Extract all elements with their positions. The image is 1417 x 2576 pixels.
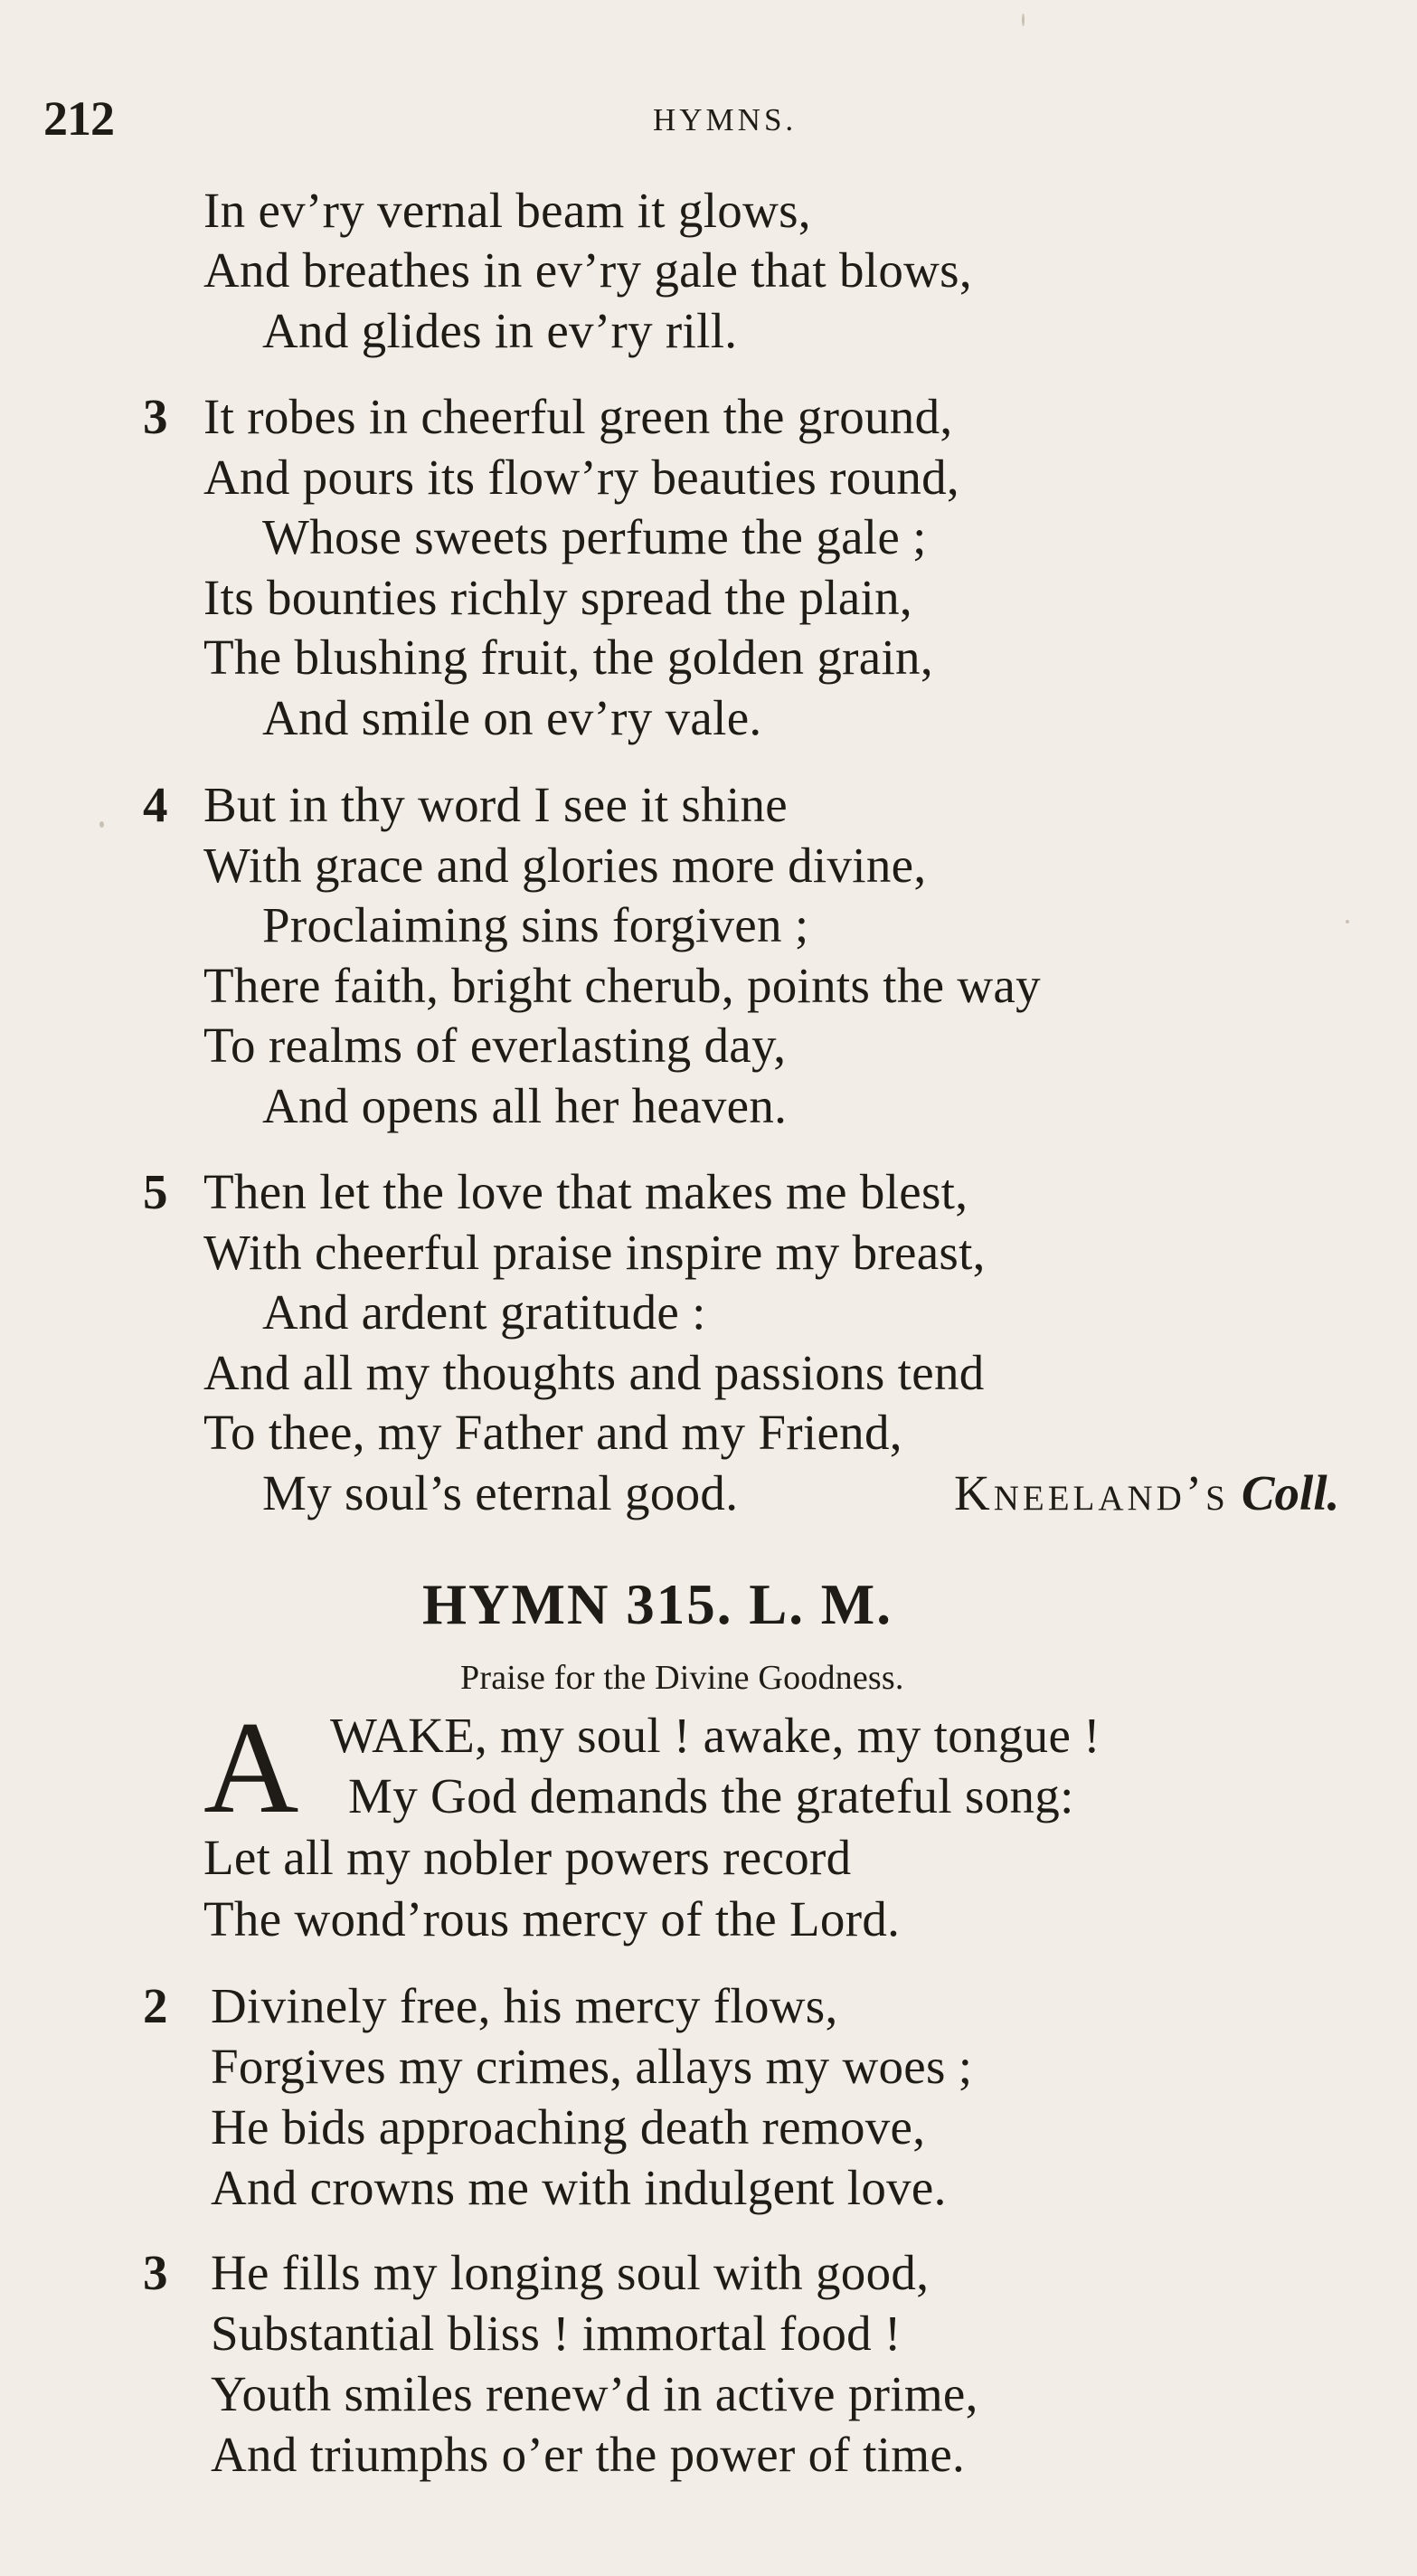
stanza-number: 5	[143, 1164, 168, 1219]
verse-line: There faith, bright cherub, points the way	[203, 958, 1041, 1013]
verse-line: WAKE, my soul ! awake, my tongue !	[330, 1708, 1101, 1763]
running-title: HYMNS.	[653, 102, 798, 137]
page-number: 212	[43, 91, 114, 146]
verse-line: The blushing fruit, the golden grain,	[203, 630, 933, 685]
verse-line: Let all my nobler powers record	[203, 1830, 852, 1885]
hymn-subtitle: Praise for the Divine Goodness.	[460, 1659, 904, 1697]
paper-speck	[1022, 14, 1025, 26]
drop-cap: A	[203, 1694, 299, 1841]
attribution-name: Kneeland’s	[954, 1465, 1229, 1520]
attribution-source: Coll.	[1241, 1465, 1340, 1520]
verse-line: And glides in ev’ry rill.	[262, 303, 738, 358]
paper-speck	[99, 821, 104, 828]
verse-line: Whose sweets perfume the gale ;	[262, 509, 927, 564]
verse-line: And ardent gratitude :	[262, 1284, 706, 1340]
verse-line: And pours its flow’ry beauties round,	[203, 450, 959, 505]
verse-line: To thee, my Father and my Friend,	[203, 1405, 902, 1460]
stanza-number: 3	[143, 2245, 168, 2300]
verse-line: Its bounties richly spread the plain,	[203, 570, 912, 625]
stanza-number: 4	[143, 777, 168, 832]
verse-line: With cheerful praise inspire my breast,	[203, 1225, 986, 1280]
verse-line: The wond’rous mercy of the Lord.	[203, 1891, 901, 1946]
verse-line: He fills my longing soul with good,	[211, 2245, 930, 2300]
paper-speck	[1346, 920, 1349, 923]
verse-line: My soul’s eternal good.	[262, 1465, 739, 1520]
verse-line: And opens all her heaven.	[262, 1078, 788, 1133]
verse-line: To realms of everlasting day,	[203, 1018, 787, 1073]
stanza-number: 2	[143, 1978, 168, 2033]
verse-line: And breathes in ev’ry gale that blows,	[203, 242, 972, 298]
attribution	[954, 1465, 1340, 1520]
verse-line: Substantial bliss ! immortal food !	[211, 2306, 902, 2361]
stanza-number: 3	[143, 389, 168, 444]
verse-line: And crowns me with indulgent love.	[211, 2160, 947, 2215]
verse-line: My God demands the grateful song:	[348, 1768, 1074, 1823]
verse-line: With grace and glories more divine,	[203, 838, 927, 893]
verse-line: It robes in cheerful green the ground,	[203, 389, 953, 444]
verse-line: Forgives my crimes, allays my woes ;	[211, 2039, 973, 2094]
verse-line: And smile on ev’ry vale.	[262, 690, 762, 745]
verse-line: And all my thoughts and passions tend	[203, 1345, 985, 1400]
verse-line: Divinely free, his mercy flows,	[211, 1978, 838, 2033]
hymn-title: HYMN 315. L. M.	[422, 1573, 893, 1636]
verse-line: Youth smiles renew’d in active prime,	[211, 2366, 978, 2421]
verse-line: He bids approaching death remove,	[211, 2099, 926, 2155]
verse-line: Then let the love that makes me blest,	[203, 1164, 968, 1219]
verse-line: In ev’ry vernal beam it glows,	[203, 183, 811, 238]
verse-line: But in thy word I see it shine	[203, 777, 789, 832]
verse-line: Proclaiming sins forgiven ;	[262, 897, 809, 952]
verse-line: And triumphs o’er the power of time.	[211, 2427, 966, 2482]
